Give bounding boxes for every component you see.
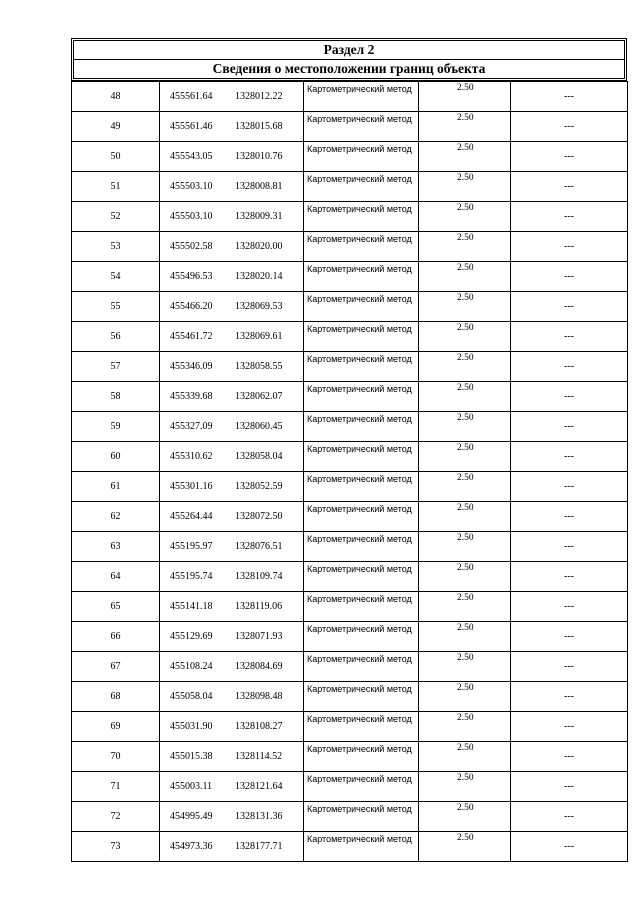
determination-method: Картометрический метод bbox=[304, 262, 419, 292]
point-description: --- bbox=[511, 742, 628, 772]
point-number: 64 bbox=[72, 562, 160, 592]
point-coordinates bbox=[160, 112, 304, 142]
point-description: --- bbox=[511, 382, 628, 412]
determination-method: Картометрический метод bbox=[304, 412, 419, 442]
point-coordinates bbox=[160, 712, 304, 742]
point-coordinates bbox=[160, 262, 304, 292]
coord-x: 455310.62 bbox=[170, 451, 213, 462]
coord-y: 1328012.22 bbox=[235, 91, 283, 102]
point-number: 48 bbox=[72, 82, 160, 112]
point-coordinates bbox=[160, 622, 304, 652]
table-row bbox=[72, 442, 628, 472]
determination-method: Картометрический метод bbox=[304, 382, 419, 412]
point-coordinates bbox=[160, 832, 304, 862]
point-number: 72 bbox=[72, 802, 160, 832]
determination-method: Картометрический метод bbox=[304, 442, 419, 472]
coord-y: 1328084.69 bbox=[235, 661, 283, 672]
accuracy-value: 2.50 bbox=[419, 352, 511, 382]
accuracy-value: 2.50 bbox=[419, 382, 511, 412]
document-sheet bbox=[71, 38, 627, 862]
accuracy-value: 2.50 bbox=[419, 802, 511, 832]
point-description: --- bbox=[511, 622, 628, 652]
point-coordinates bbox=[160, 592, 304, 622]
point-coordinates bbox=[160, 232, 304, 262]
accuracy-value: 2.50 bbox=[419, 112, 511, 142]
coord-y: 1328119.06 bbox=[235, 601, 283, 612]
determination-method: Картометрический метод bbox=[304, 712, 419, 742]
table-row bbox=[72, 502, 628, 532]
accuracy-value: 2.50 bbox=[419, 742, 511, 772]
point-description: --- bbox=[511, 142, 628, 172]
coord-x: 455129.69 bbox=[170, 631, 213, 642]
table-row bbox=[72, 772, 628, 802]
determination-method: Картометрический метод bbox=[304, 502, 419, 532]
point-coordinates bbox=[160, 472, 304, 502]
point-description: --- bbox=[511, 652, 628, 682]
determination-method: Картометрический метод bbox=[304, 292, 419, 322]
coord-y: 1328052.59 bbox=[235, 481, 283, 492]
point-number: 73 bbox=[72, 832, 160, 862]
table-row bbox=[72, 832, 628, 862]
determination-method: Картометрический метод bbox=[304, 832, 419, 862]
coord-y: 1328020.14 bbox=[235, 271, 283, 282]
coord-x: 455195.74 bbox=[170, 571, 213, 582]
point-number: 53 bbox=[72, 232, 160, 262]
accuracy-value: 2.50 bbox=[419, 772, 511, 802]
point-number: 58 bbox=[72, 382, 160, 412]
accuracy-value: 2.50 bbox=[419, 172, 511, 202]
determination-method: Картометрический метод bbox=[304, 472, 419, 502]
point-coordinates bbox=[160, 382, 304, 412]
coord-x: 454973.36 bbox=[170, 841, 213, 852]
coord-x: 455141.18 bbox=[170, 601, 213, 612]
table-row bbox=[72, 472, 628, 502]
point-description: --- bbox=[511, 532, 628, 562]
determination-method: Картометрический метод bbox=[304, 562, 419, 592]
coord-y: 1328072.50 bbox=[235, 511, 283, 522]
table-row bbox=[72, 112, 628, 142]
point-description: --- bbox=[511, 232, 628, 262]
accuracy-value: 2.50 bbox=[419, 622, 511, 652]
coord-y: 1328060.45 bbox=[235, 421, 283, 432]
point-description: --- bbox=[511, 352, 628, 382]
table-row bbox=[72, 232, 628, 262]
accuracy-value: 2.50 bbox=[419, 832, 511, 862]
point-description: --- bbox=[511, 502, 628, 532]
point-coordinates bbox=[160, 772, 304, 802]
point-description: --- bbox=[511, 412, 628, 442]
point-number: 49 bbox=[72, 112, 160, 142]
table-row bbox=[72, 262, 628, 292]
table-row bbox=[72, 382, 628, 412]
point-description: --- bbox=[511, 772, 628, 802]
accuracy-value: 2.50 bbox=[419, 292, 511, 322]
accuracy-value: 2.50 bbox=[419, 592, 511, 622]
coord-y: 1328114.52 bbox=[235, 751, 283, 762]
coord-x: 455108.24 bbox=[170, 661, 213, 672]
point-number: 62 bbox=[72, 502, 160, 532]
point-description: --- bbox=[511, 562, 628, 592]
point-number: 51 bbox=[72, 172, 160, 202]
coord-x: 455502.58 bbox=[170, 241, 213, 252]
determination-method: Картометрический метод bbox=[304, 142, 419, 172]
point-number: 68 bbox=[72, 682, 160, 712]
point-coordinates bbox=[160, 682, 304, 712]
section-number: Раздел 2 bbox=[74, 41, 624, 60]
determination-method: Картометрический метод bbox=[304, 652, 419, 682]
point-coordinates bbox=[160, 802, 304, 832]
point-description: --- bbox=[511, 472, 628, 502]
point-description: --- bbox=[511, 112, 628, 142]
coord-y: 1328069.53 bbox=[235, 301, 283, 312]
point-description: --- bbox=[511, 682, 628, 712]
coord-x: 455346.09 bbox=[170, 361, 213, 372]
coord-y: 1328009.31 bbox=[235, 211, 283, 222]
coord-y: 1328069.61 bbox=[235, 331, 283, 342]
coordinates-table bbox=[71, 81, 628, 862]
point-number: 50 bbox=[72, 142, 160, 172]
point-description: --- bbox=[511, 292, 628, 322]
accuracy-value: 2.50 bbox=[419, 142, 511, 172]
coord-x: 454995.49 bbox=[170, 811, 213, 822]
point-description: --- bbox=[511, 802, 628, 832]
accuracy-value: 2.50 bbox=[419, 562, 511, 592]
point-number: 60 bbox=[72, 442, 160, 472]
point-number: 54 bbox=[72, 262, 160, 292]
point-number: 65 bbox=[72, 592, 160, 622]
point-number: 55 bbox=[72, 292, 160, 322]
point-number: 71 bbox=[72, 772, 160, 802]
point-coordinates bbox=[160, 502, 304, 532]
determination-method: Картометрический метод bbox=[304, 202, 419, 232]
table-row bbox=[72, 802, 628, 832]
point-number: 56 bbox=[72, 322, 160, 352]
determination-method: Картометрический метод bbox=[304, 532, 419, 562]
point-description: --- bbox=[511, 592, 628, 622]
coord-y: 1328015.68 bbox=[235, 121, 283, 132]
coord-x: 455327.09 bbox=[170, 421, 213, 432]
coord-x: 455503.10 bbox=[170, 181, 213, 192]
table-row bbox=[72, 712, 628, 742]
coord-x: 455561.46 bbox=[170, 121, 213, 132]
point-description: --- bbox=[511, 172, 628, 202]
table-row bbox=[72, 142, 628, 172]
point-coordinates bbox=[160, 412, 304, 442]
point-coordinates bbox=[160, 562, 304, 592]
table-row bbox=[72, 652, 628, 682]
coord-x: 455058.04 bbox=[170, 691, 213, 702]
table-row bbox=[72, 562, 628, 592]
point-number: 70 bbox=[72, 742, 160, 772]
coord-x: 455561.64 bbox=[170, 91, 213, 102]
table-row bbox=[72, 412, 628, 442]
point-description: --- bbox=[511, 322, 628, 352]
determination-method: Картометрический метод bbox=[304, 802, 419, 832]
point-description: --- bbox=[511, 712, 628, 742]
coord-y: 1328076.51 bbox=[235, 541, 283, 552]
table-row bbox=[72, 202, 628, 232]
accuracy-value: 2.50 bbox=[419, 532, 511, 562]
coord-x: 455466.20 bbox=[170, 301, 213, 312]
coord-y: 1328177.71 bbox=[235, 841, 283, 852]
section-header bbox=[71, 38, 627, 81]
determination-method: Картометрический метод bbox=[304, 112, 419, 142]
coord-y: 1328058.55 bbox=[235, 361, 283, 372]
coord-y: 1328071.93 bbox=[235, 631, 283, 642]
table-row bbox=[72, 622, 628, 652]
coord-y: 1328020.00 bbox=[235, 241, 283, 252]
point-description: --- bbox=[511, 442, 628, 472]
coordinates-table-body bbox=[72, 82, 628, 862]
coord-y: 1328131.36 bbox=[235, 811, 283, 822]
point-number: 59 bbox=[72, 412, 160, 442]
determination-method: Картометрический метод bbox=[304, 742, 419, 772]
coord-y: 1328108.27 bbox=[235, 721, 283, 732]
coord-x: 455003.11 bbox=[170, 781, 213, 792]
table-row bbox=[72, 322, 628, 352]
coord-y: 1328008.81 bbox=[235, 181, 283, 192]
table-row bbox=[72, 592, 628, 622]
coord-y: 1328058.04 bbox=[235, 451, 283, 462]
table-row bbox=[72, 682, 628, 712]
accuracy-value: 2.50 bbox=[419, 202, 511, 232]
accuracy-value: 2.50 bbox=[419, 682, 511, 712]
coord-y: 1328121.64 bbox=[235, 781, 283, 792]
point-coordinates bbox=[160, 322, 304, 352]
table-row bbox=[72, 292, 628, 322]
point-coordinates bbox=[160, 172, 304, 202]
point-description: --- bbox=[511, 202, 628, 232]
determination-method: Картометрический метод bbox=[304, 322, 419, 352]
coord-x: 455015.38 bbox=[170, 751, 213, 762]
point-coordinates bbox=[160, 742, 304, 772]
table-row bbox=[72, 82, 628, 112]
coord-y: 1328109.74 bbox=[235, 571, 283, 582]
accuracy-value: 2.50 bbox=[419, 412, 511, 442]
accuracy-value: 2.50 bbox=[419, 322, 511, 352]
accuracy-value: 2.50 bbox=[419, 652, 511, 682]
point-description: --- bbox=[511, 832, 628, 862]
coord-y: 1328062.07 bbox=[235, 391, 283, 402]
point-number: 67 bbox=[72, 652, 160, 682]
determination-method: Картометрический метод bbox=[304, 682, 419, 712]
determination-method: Картометрический метод bbox=[304, 772, 419, 802]
point-coordinates bbox=[160, 532, 304, 562]
point-coordinates bbox=[160, 202, 304, 232]
point-coordinates bbox=[160, 442, 304, 472]
coord-x: 455339.68 bbox=[170, 391, 213, 402]
point-number: 69 bbox=[72, 712, 160, 742]
coord-x: 455461.72 bbox=[170, 331, 213, 342]
point-number: 57 bbox=[72, 352, 160, 382]
accuracy-value: 2.50 bbox=[419, 82, 511, 112]
point-coordinates bbox=[160, 352, 304, 382]
accuracy-value: 2.50 bbox=[419, 502, 511, 532]
coord-y: 1328010.76 bbox=[235, 151, 283, 162]
determination-method: Картометрический метод bbox=[304, 232, 419, 262]
point-description: --- bbox=[511, 262, 628, 292]
point-coordinates bbox=[160, 142, 304, 172]
coord-x: 455031.90 bbox=[170, 721, 213, 732]
point-number: 66 bbox=[72, 622, 160, 652]
point-number: 52 bbox=[72, 202, 160, 232]
coord-x: 455496.53 bbox=[170, 271, 213, 282]
coord-x: 455195.97 bbox=[170, 541, 213, 552]
point-coordinates bbox=[160, 652, 304, 682]
table-row bbox=[72, 352, 628, 382]
coord-y: 1328098.48 bbox=[235, 691, 283, 702]
table-row bbox=[72, 742, 628, 772]
determination-method: Картометрический метод bbox=[304, 622, 419, 652]
coord-x: 455543.05 bbox=[170, 151, 213, 162]
accuracy-value: 2.50 bbox=[419, 442, 511, 472]
point-coordinates bbox=[160, 292, 304, 322]
table-row bbox=[72, 172, 628, 202]
point-description: --- bbox=[511, 82, 628, 112]
accuracy-value: 2.50 bbox=[419, 262, 511, 292]
point-number: 61 bbox=[72, 472, 160, 502]
point-number: 63 bbox=[72, 532, 160, 562]
determination-method: Картометрический метод bbox=[304, 352, 419, 382]
accuracy-value: 2.50 bbox=[419, 712, 511, 742]
coord-x: 455264.44 bbox=[170, 511, 213, 522]
section-title: Сведения о местоположении границ объекта bbox=[212, 61, 486, 76]
accuracy-value: 2.50 bbox=[419, 472, 511, 502]
accuracy-value: 2.50 bbox=[419, 232, 511, 262]
determination-method: Картометрический метод bbox=[304, 172, 419, 202]
table-row bbox=[72, 532, 628, 562]
coord-x: 455301.16 bbox=[170, 481, 213, 492]
determination-method: Картометрический метод bbox=[304, 82, 419, 112]
point-coordinates bbox=[160, 82, 304, 112]
determination-method: Картометрический метод bbox=[304, 592, 419, 622]
coord-x: 455503.10 bbox=[170, 211, 213, 222]
